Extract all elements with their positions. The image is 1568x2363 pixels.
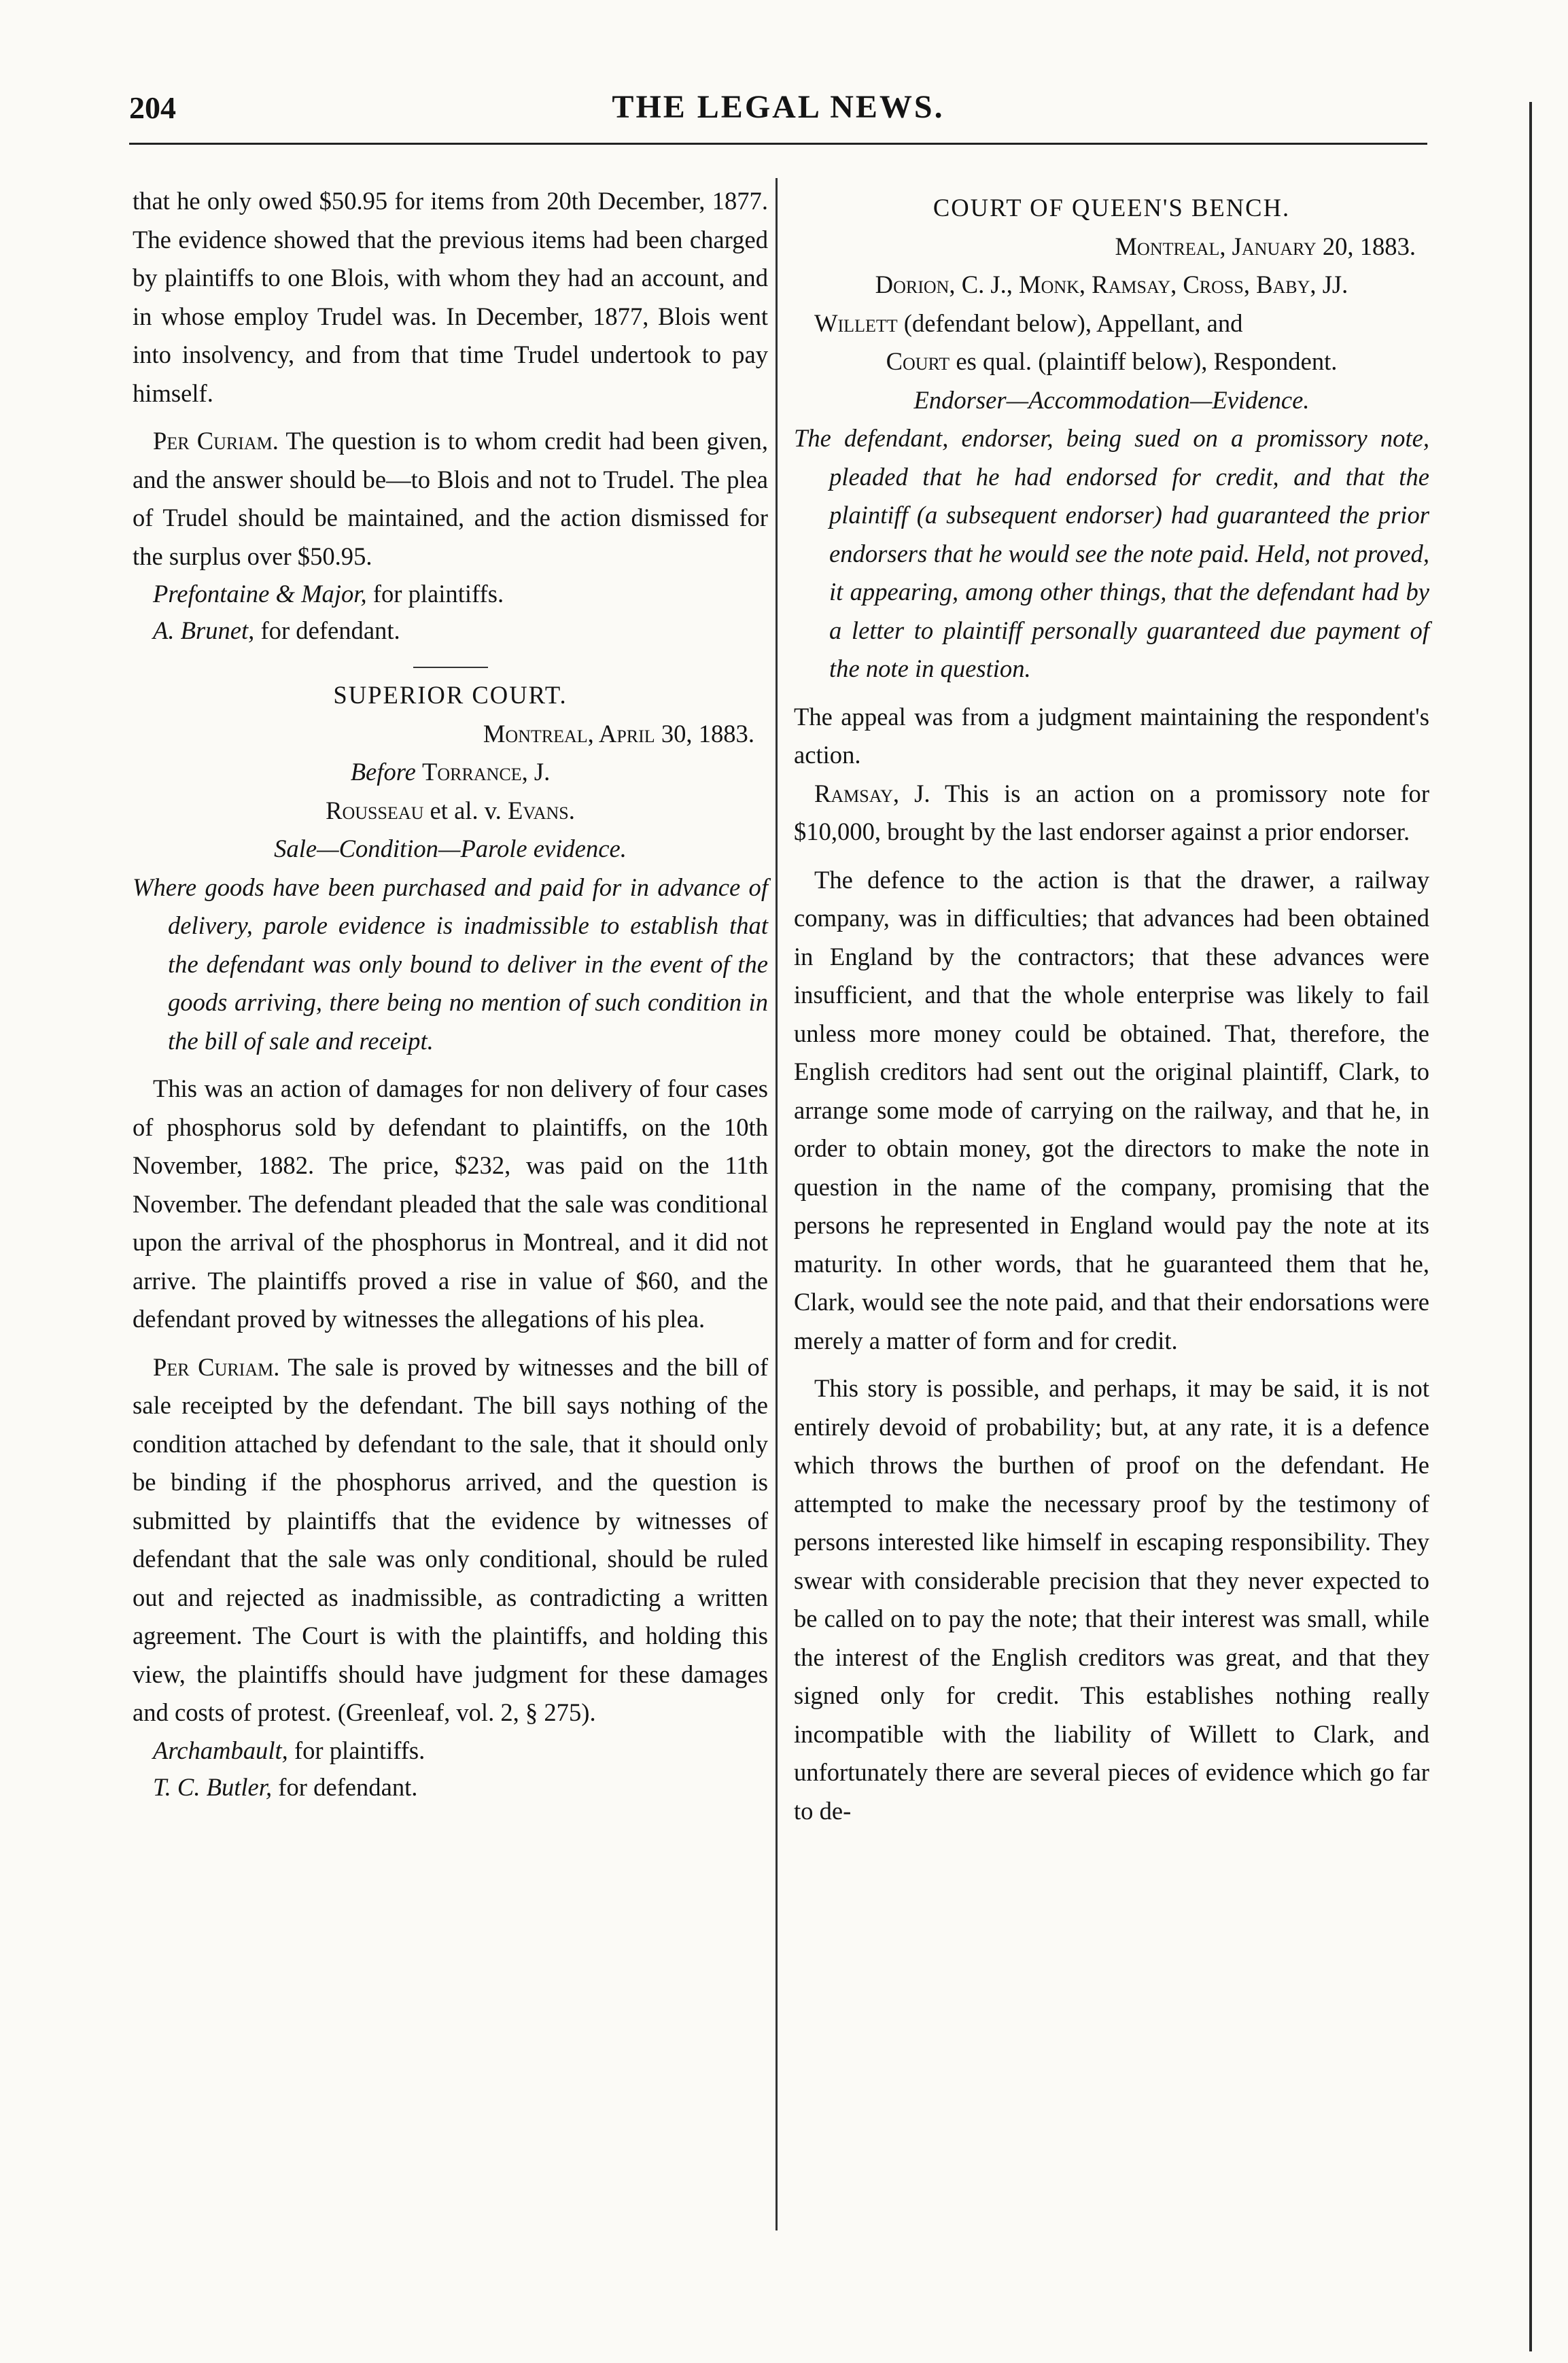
dateline: Montreal, January 20, 1883. <box>1115 232 1416 260</box>
appellant-name: Willett <box>814 309 898 337</box>
counsel-name: A. Brunet, <box>153 616 255 644</box>
per-curiam-label: Per Curiam. <box>153 1352 280 1381</box>
court-heading: SUPERIOR COURT. <box>333 681 568 709</box>
counsel-name: T. C. Butler, <box>153 1772 273 1801</box>
respondent-text: es qual. (plaintiff below), Respondent. <box>956 347 1338 375</box>
right-column <box>794 182 1429 1830</box>
judge-name: Torrance, J. <box>422 758 551 786</box>
headnote: The defendant, endorser, being sued on a promissory note, pleaded that he had endorsed for credit, and that the plaintiff (a subsequent endorser) had guaranteed the prior endorsers that he would see the note paid. Held, not proved, it appearing, among other things, that the defendant had by a letter to plaintiff personally guaranteed due payment of the note in question. <box>794 424 1429 682</box>
judge-line <box>133 753 768 792</box>
judge-label: Ramsay, J. <box>814 779 930 807</box>
counsel-line <box>153 1769 768 1806</box>
defence-paragraph: The defence to the action is that the drawer, a railway company, was in difficulties; that advances had been obtained in England by the contractors; that these advances were insufficient, and that the whole enterprise was likely to fail unless more money could be obtained. That, therefore, the English creditors had sent out the original plaintiff, Clark, to arrange some mode of carrying on the railway, and that he, in order to obtain money, got the directors to make the note in question in the name of the company, promising that the persons he represented in England would pay the note at its maturity. In other words, that he guaranteed them that he, Clark, would see the note paid, and that their endorsations were merely a matter of form and for credit. <box>794 865 1429 1354</box>
counsel-block <box>133 1732 768 1806</box>
dateline: Montreal, April 30, 1883. <box>483 719 754 748</box>
left-column <box>133 182 768 1806</box>
continued-paragraph: that he only owed $50.95 for items from 20th December, 1877. The evidence showed that the previous items had been charged by plaintiffs to one Blois, with whom they had an account, and in whose employ Trudel was. In December, 1877, Blois went into insolvency, and from that time Trudel undertook to pay himself. <box>133 187 768 407</box>
counsel-role: for defendant. <box>260 616 400 644</box>
judgment-opening <box>794 775 1429 852</box>
case-connector: et al. v. <box>430 796 502 824</box>
counsel-line <box>153 1732 768 1769</box>
page-edge-rule <box>1529 102 1532 2351</box>
party-name: Evans. <box>507 796 575 824</box>
page-number: 204 <box>129 90 176 125</box>
counsel-line <box>153 612 768 649</box>
per-curiam-text: The sale is proved by witnesses and the bill of sale receipted by the defendant. The bill says nothing of the condition attached by defendant to the sale, that it should only be binding if the phosphorus arrived, and the question is submitted by plaintiffs that the evidence by witnesses of defendant that the sale was only conditional, should be ruled out and rejected as inadmissible, as contradicting a written agreement. The Court is with the plaintiffs, and holding this view, the plaintiffs should have judgment for these damages and costs of protest. (Greenleaf, vol. 2, § 275). <box>133 1352 768 1726</box>
bench-line: Dorion, C. J., Monk, Ramsay, Cross, Baby, JJ. <box>875 270 1348 298</box>
counsel-line <box>153 576 768 612</box>
page-header <box>129 82 1427 145</box>
per-curiam-text: The question is to whom credit had been given, and the answer should be—to Blois and not to Trudel. The plea of Trudel should be maintained, and the action dismissed for the surplus over $50.95. <box>133 427 768 570</box>
court-heading: COURT OF QUEEN'S BENCH. <box>933 194 1291 222</box>
counsel-role: for plaintiffs. <box>372 580 504 608</box>
appeal-paragraph: The appeal was from a judgment maintaining the respondent's action. <box>794 702 1429 769</box>
column-divider <box>776 178 778 2230</box>
counsel-name: Prefontaine & Major, <box>153 580 367 608</box>
subject-line: Sale—Condition—Parole evidence. <box>274 835 627 862</box>
case-title <box>133 792 768 830</box>
per-curiam-paragraph <box>133 1348 768 1732</box>
counsel-name: Archambault, <box>153 1736 288 1764</box>
subject-line: Endorser—Accommodation—Evidence. <box>913 385 1310 414</box>
party-name: Rousseau <box>326 796 424 824</box>
counsel-role: for defendant. <box>278 1772 418 1801</box>
counsel-block <box>133 576 768 649</box>
counsel-role: for plaintiffs. <box>294 1736 425 1764</box>
judgment-text: This is an action on a promissory note for $10,000, brought by the last endorser against a prior endorser. <box>794 779 1430 845</box>
section-rule <box>413 667 488 668</box>
per-curiam-paragraph <box>133 422 768 576</box>
facts-paragraph: This was an action of damages for non delivery of four cases of phosphorus sold by defendant to plaintiffs, on the 10th November, 1882. The price, $232, was paid on the 11th November. The defendant pleaded that the sale was conditional upon the arrival of the phosphorus in Montreal, and it did not arrive. The plaintiffs proved a rise in value of $60, and the defendant proved by witnesses the allegations of his plea. <box>133 1074 768 1333</box>
per-curiam-label: Per Curiam. <box>153 427 279 455</box>
before-label: Before <box>350 758 416 786</box>
journal-title: THE LEGAL NEWS. <box>612 89 945 125</box>
story-paragraph: This story is possible, and perhaps, it may be said, it is not entirely devoid of probability; but, at any rate, it is a defence which throws the burthen of proof on the defendant. He attempted to make the necessary proof by the testimony of persons interested like himself in escaping responsibility. They swear with considerable precision that they never expected to be called on to pay the note; that their interest was small, while the interest of the English creditors was great, and that they signed only for credit. This establishes nothing really incompatible with the liability of Willett to Clark, and unfortunately there are several pieces of evidence which go far to de- <box>794 1374 1429 1825</box>
parties-line <box>794 304 1429 343</box>
headnote: Where goods have been purchased and paid for in advance of delivery, parole evidence is inadmissible to establish that the defendant was only bound to deliver in the event of the goods arriving, there being no mention of such condition in the bill of sale and receipt. <box>133 873 768 1055</box>
parties-line <box>794 343 1429 381</box>
appellant-text: (defendant below), Appellant, and <box>903 309 1243 337</box>
respondent-name: Court <box>886 347 950 375</box>
